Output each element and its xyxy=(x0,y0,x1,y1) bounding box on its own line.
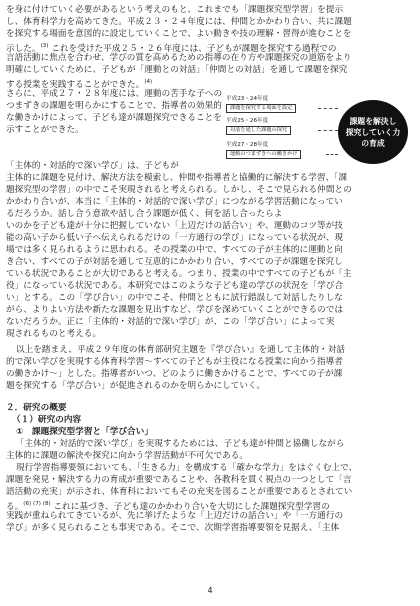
subsection-heading: （１）研究の内容 xyxy=(12,415,82,425)
text-line: き合い、すべての子が対話を通して互恵的にかかわり合い、すべての子が課題を探究し xyxy=(6,257,343,267)
text-line: るだろうか。話し合う意欲や話し合う課題が低く、何を話し合ったらよ xyxy=(6,209,283,219)
circle-text: 課題を解決し xyxy=(349,116,397,126)
text-line: 場では多く見られるように思われる。その授業の中で、すべての子が主体的に運動と向 xyxy=(6,245,343,255)
section-heading: ２．研究の概要 xyxy=(6,403,67,413)
circle-text: 探究していく力 xyxy=(345,127,401,137)
text-line: かかわり合いが、本当に「主体的・対話的で深い学び」につながる学習活動になってい xyxy=(6,197,343,207)
figure-label: 平成27・28年度 xyxy=(226,142,269,148)
text-line: 現行学習指導要領においても、「生きる力」を構成する「確かな学力」をはぐくむ上で、 xyxy=(16,463,358,473)
text-line: 「主体的・対話的で深い学び」は、子どもが xyxy=(6,161,179,171)
footnote-ref: (3) xyxy=(40,43,49,49)
text-line: 言語活動に焦点を合わせ、学びの質を高めるための指導の在り方や課題探究の道筋をより xyxy=(6,53,352,63)
text-line: 主体的に課題を見付け、解決方法を模索し、仲間や指導者と協働的に解決する学習、「課 xyxy=(6,173,348,183)
figure-box: 対話を通した課題の探究 xyxy=(226,126,291,135)
text-line: 示した。$^{(3)}$ これを受けた平成２５・２６年度には、子どもが課題を探究する過程での xyxy=(6,43,337,54)
item-heading: ① 課題探究型学習と「学び合い」 xyxy=(16,427,153,437)
figure-box: 運動のつまずきへの働きかけ xyxy=(226,150,301,159)
footnote-ref: (4) xyxy=(144,79,153,85)
text-line: 役」になっている状況である。本研究ではこのような子ども達の学びの状況を「学び合 xyxy=(6,281,344,291)
text-line: 的で深い学びを実現する体育科学習〜すべての子どもが主役になる授業に向かう指導者 xyxy=(6,357,343,367)
text-line: を身に付けていく必要があるという考えのもと、これまでも「課題探究型学習」を提示 xyxy=(6,5,344,15)
text-line: ている状況であることが大切であると考える。つまり、授業の中ですべての子どもが「主 xyxy=(6,269,352,279)
text-line: を探究する場面を意図的に設定していくことで、よい動きや技の理解・習得が進むことを xyxy=(6,29,352,39)
text-line: 課題を発見・解決する力の育成が重要であることや、各教科を貫く視点の一つとして「言 xyxy=(6,475,352,485)
footnote-ref: (6) (7) (8) xyxy=(23,501,51,507)
text-line: する授業を実践することができた。$^{(4)}$ xyxy=(6,79,153,90)
connector-line xyxy=(318,108,338,109)
text-line: 学び」が多く見られることも事実である。そこで、次期学習指導要領を見据え、「主体 xyxy=(6,523,340,533)
connector-line xyxy=(326,154,338,155)
figure-box: 課題を探究する場面を設定 xyxy=(226,104,296,113)
text-line: 主体的に課題の解決や探究に向かう学習活動が不可欠である。 xyxy=(6,451,249,461)
text-line: 題を探究する「学び合い」が促進されるのかを明らかにしていく。 xyxy=(6,381,266,391)
text-line: 語活動の充実」が示され、体育科においてもその充実を図ることが重要であるとされてい xyxy=(6,487,353,497)
text-line: いのかを子ども達が十分に把握していない「上辺だけの話合い」や、運動のコツ等が技 xyxy=(6,221,343,231)
text-line: 「主体的・対話的で深い学び」を実現するためには、子ども達が仲間と協働しながら xyxy=(16,439,345,449)
text-line: の働きかけ〜」とした。指導者がいつ、どのように働きかけることで、すべての子が課 xyxy=(6,369,343,379)
text-line: し、体育科学力を高めてきた。平成２３・２４年度には、仲間とかかわり合い、共に課題 xyxy=(6,17,352,27)
connector-line xyxy=(318,130,338,131)
text-line: がら、よりよい方法や新たな課題を見出すなど、学びを深めていくことができるのでは xyxy=(6,305,344,315)
text-block-beside-figure: さらに、平成２７・２８年度には、運動の苦手な子へのつまずきの課題を明らかにすることで、指導者の効果的な働きかけによって、子ども達が課題探究できることを示すことができた。 xyxy=(6,89,223,135)
circle-text: の育成 xyxy=(361,138,385,148)
figure-label: 平成25・26年度 xyxy=(226,118,269,124)
text-line: 題探究型の学習」の中でこそ実現されると考えられる。しかし、そこで見られる仲間との xyxy=(6,185,352,195)
text-line: る。$^{(6) (7) (8)}$ これに基づき、子ども達のかかわり合いを大切にした課題探究型学習の xyxy=(6,501,330,512)
text-line: い」とする。この「学び合い」の中でこそ、仲間とともに試行錯誤して対話したりしな xyxy=(6,293,343,303)
text-line: 以上を踏まえ、平成２９年度の体育部研究主題を『学び合い』を通して主体的・対話 xyxy=(16,345,345,355)
research-history-figure xyxy=(226,96,412,166)
text-line: 実践が重ねられてきているが、先に挙げたような「上辺だけの話合い」や「一方通行の xyxy=(6,511,344,521)
text-line: 現されるものと考える。 xyxy=(6,329,102,339)
page-number: 4 xyxy=(207,586,213,595)
figure-label: 平成23・24年度 xyxy=(226,96,269,102)
text-line: ないだろうか。正に「主体的・対話的で深い学び」が、この「学び合い」によって実 xyxy=(6,317,335,327)
goal-circle xyxy=(338,100,408,164)
text-line: 能の高い子から低い子へ伝えられるだけの「一方通行の学び」になっている状況が、現 xyxy=(6,233,344,243)
text-line: 明確にしていくために、子どもが「運動との対話」「仲間との対話」を通して課題を探究 xyxy=(6,65,348,75)
